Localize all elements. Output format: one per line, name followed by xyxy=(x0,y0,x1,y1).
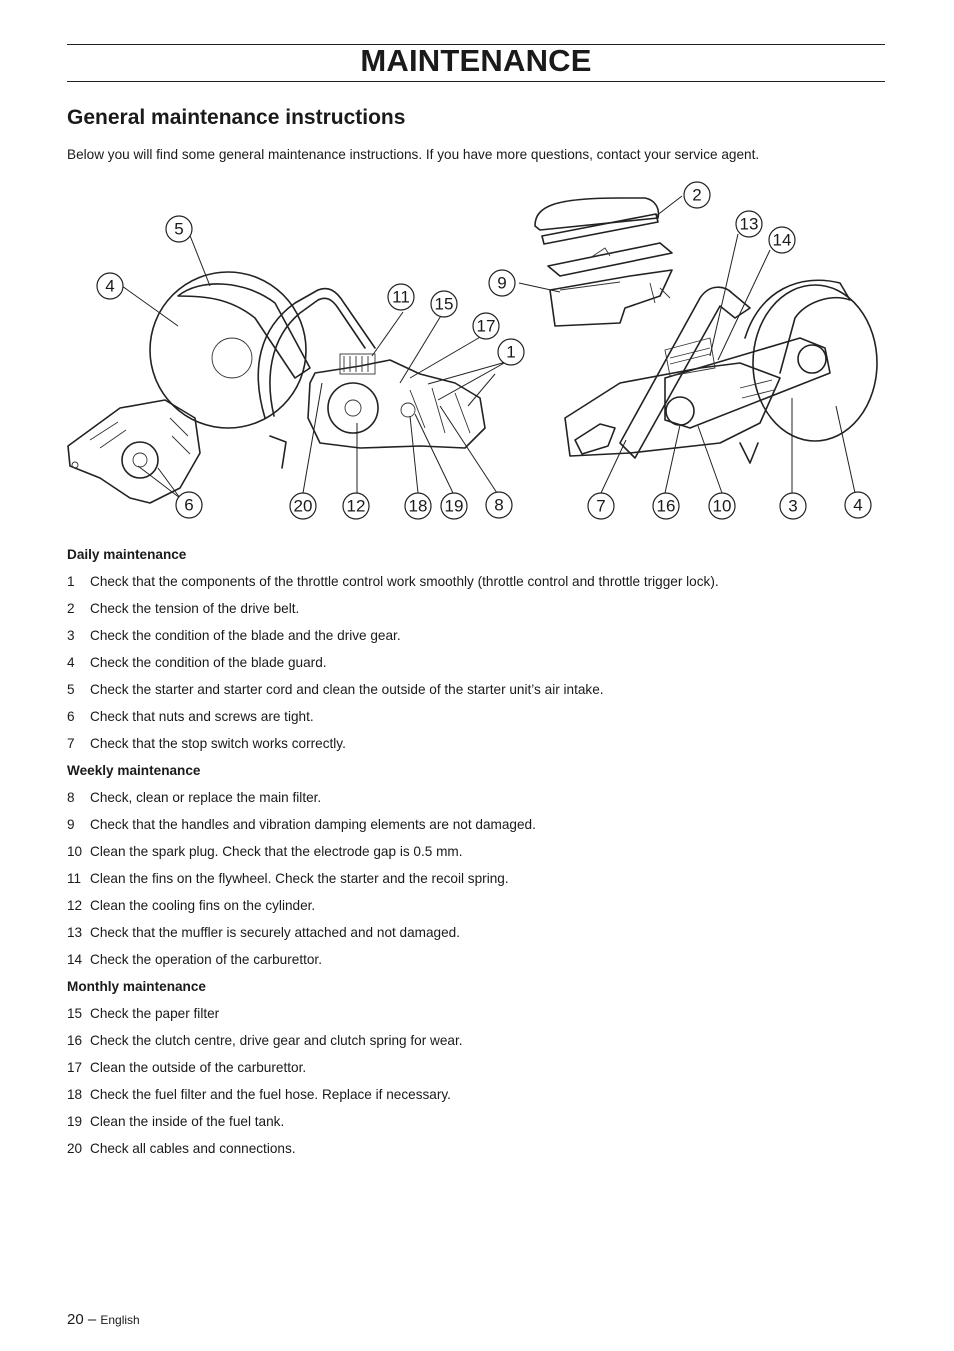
daily-heading: Daily maintenance xyxy=(67,547,187,562)
callout-10 xyxy=(709,493,735,519)
svg-text:2: 2 xyxy=(692,185,702,205)
page-number: 20 – xyxy=(67,1311,97,1328)
list-item: 18 Check the fuel filter and the fuel hose. Replace if necessary. xyxy=(67,1087,451,1102)
list-item: 10 Clean the spark plug. Check that the electrode gap is 0.5 mm. xyxy=(67,844,463,859)
callout-19 xyxy=(441,493,467,519)
callout-11 xyxy=(388,284,414,310)
svg-text:14: 14 xyxy=(772,230,792,250)
header-rule-bottom xyxy=(67,81,885,82)
callout-9 xyxy=(489,270,515,296)
callout-2 xyxy=(684,182,710,208)
svg-text:4: 4 xyxy=(853,495,863,515)
svg-text:4: 4 xyxy=(105,276,115,296)
callout-17 xyxy=(473,313,499,339)
svg-text:12: 12 xyxy=(346,496,366,516)
left-machine-drawing xyxy=(68,272,485,503)
callout-18 xyxy=(405,493,431,519)
maintenance-list xyxy=(67,546,897,1167)
section-heading: General maintenance instructions xyxy=(67,106,406,129)
svg-text:1: 1 xyxy=(506,342,516,362)
callout-5 xyxy=(166,216,192,242)
page-title: MAINTENANCE xyxy=(360,43,592,78)
svg-text:10: 10 xyxy=(712,496,732,516)
list-item: 8 Check, clean or replace the main filter. xyxy=(67,790,322,805)
list-item: 7 Check that the stop switch works correctly. xyxy=(67,736,346,751)
list-item: 11 Clean the fins on the flywheel. Check the starter and the recoil spring. xyxy=(67,871,509,886)
svg-text:13: 13 xyxy=(739,214,759,234)
callout-14 xyxy=(769,227,795,253)
right-machine-drawing xyxy=(535,198,877,463)
callout-13 xyxy=(736,211,762,237)
footer-language: English xyxy=(100,1313,140,1327)
list-item: 20 Check all cables and connections. xyxy=(67,1141,296,1156)
svg-text:18: 18 xyxy=(408,496,428,516)
svg-text:20: 20 xyxy=(293,496,313,516)
list-item: 4 Check the condition of the blade guard. xyxy=(67,655,327,670)
svg-text:17: 17 xyxy=(476,316,496,336)
svg-text:16: 16 xyxy=(656,496,676,516)
svg-text:3: 3 xyxy=(788,496,798,516)
svg-text:15: 15 xyxy=(434,294,454,314)
list-item: 13 Check that the muffler is securely attached and not damaged. xyxy=(67,925,461,940)
callout-4-left xyxy=(97,273,123,299)
monthly-heading: Monthly maintenance xyxy=(67,979,206,994)
list-item: 12 Clean the cooling fins on the cylinder. xyxy=(67,898,316,913)
list-item: 5 Check the starter and starter cord and clean the outside of the starter unit’s air intake. xyxy=(67,682,604,697)
callout-1 xyxy=(498,339,524,365)
svg-text:11: 11 xyxy=(392,287,410,307)
callout-3 xyxy=(780,493,806,519)
callout-20 xyxy=(290,493,316,519)
callout-4-right xyxy=(845,492,871,518)
callout-12 xyxy=(343,493,369,519)
svg-text:6: 6 xyxy=(184,495,194,515)
list-item: 1 Check that the components of the throttle control work smoothly (throttle control and throttle trigger lock). xyxy=(67,574,719,589)
svg-text:9: 9 xyxy=(497,273,507,293)
page-footer xyxy=(67,1311,140,1328)
list-item: 15 Check the paper filter xyxy=(67,1006,220,1021)
power-cutter-diagram xyxy=(60,178,890,528)
list-item: 14 Check the operation of the carburettor. xyxy=(67,952,322,967)
callout-15 xyxy=(431,291,457,317)
svg-text:5: 5 xyxy=(174,219,184,239)
list-item: 2 Check the tension of the drive belt. xyxy=(67,601,300,616)
list-item: 16 Check the clutch centre, drive gear and clutch spring for wear. xyxy=(67,1033,463,1048)
callout-8 xyxy=(486,492,512,518)
list-item: 17 Clean the outside of the carburettor. xyxy=(67,1060,307,1075)
callout-6 xyxy=(176,492,202,518)
callout-16 xyxy=(653,493,679,519)
intro-paragraph: Below you will find some general maintenance instructions. If you have more questions, contact your service agent. xyxy=(67,147,760,162)
list-item: 19 Clean the inside of the fuel tank. xyxy=(67,1114,285,1129)
list-item: 9 Check that the handles and vibration damping elements are not damaged. xyxy=(67,817,536,832)
weekly-heading: Weekly maintenance xyxy=(67,763,201,778)
list-item: 6 Check that nuts and screws are tight. xyxy=(67,709,314,724)
svg-text:7: 7 xyxy=(596,496,606,516)
svg-text:8: 8 xyxy=(494,495,504,515)
callout-7 xyxy=(588,493,614,519)
list-item: 3 Check the condition of the blade and the drive gear. xyxy=(67,628,401,643)
svg-text:19: 19 xyxy=(444,496,464,516)
